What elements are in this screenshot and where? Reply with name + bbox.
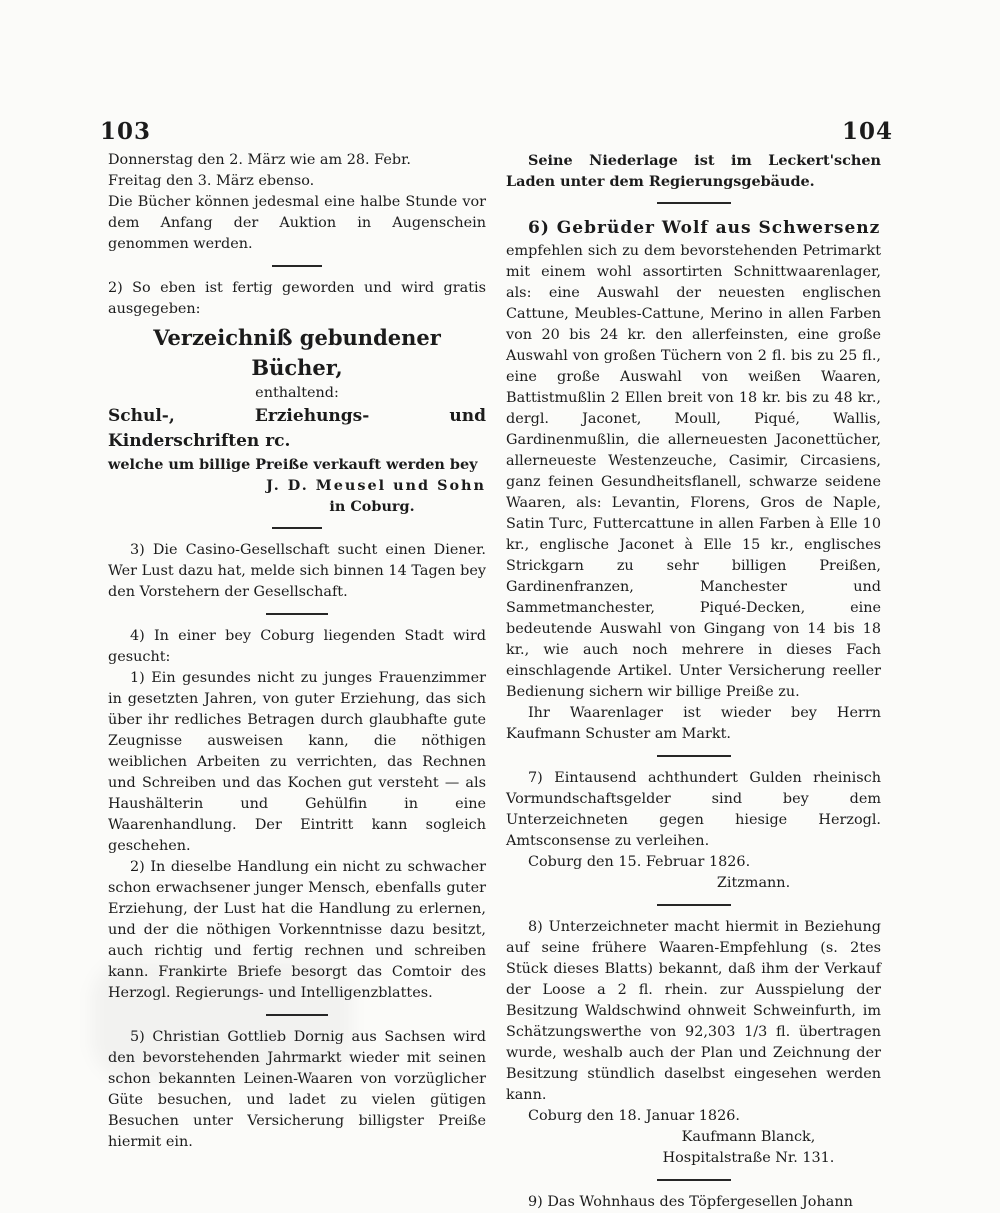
notice-8-text: 8) Unterzeichneter macht hiermit in Beziehung auf seine frühere Waaren-Empfehlung (s. 2tes Stück dieses Blatts) bekannt, daß ihm der Verkauf der Loose a 2 fl. rhein. zur Ausspielung der Besitzung Waldschwind ohnweit Schweinfurth, im Schätzungswerthe von 92,303 1/3 fl. übertragen wurde, weshalb auch der Plan und Zeichnung der Besitzung stündlich daselbst eingesehen werden kann. (506, 919, 881, 1103)
notice-2-firm-city: in Coburg. (329, 498, 415, 515)
divider (266, 613, 328, 615)
notice-8-address: Hospitalstraße Nr. 131. (662, 1150, 835, 1166)
notice-2-firm: J. D. Meusel und Sohn (266, 477, 486, 494)
notice-4-item-2: 2) In dieselbe Handlung ein nicht zu schwacher schon erwachsener junger Mensch, ebenfalls guter Erziehung, der Lust hat die Handlung zu erlernen, und der die nöthigen Vorkenntnisse dazu besitzt, auch richtig und fertig rechnen und schreiben kann. Frankirte Briefe besorgt das Comtoir des Herzogl. Regierungs- und Intelligenzblattes. (108, 859, 486, 1001)
auction-friday-line: Freitag den 3. März ebenso. (108, 173, 315, 189)
notice-7-signature: Zitzmann. (716, 875, 791, 891)
divider (657, 202, 731, 204)
divider (272, 527, 322, 529)
notice-4-item-1: 1) Ein gesundes nicht zu junges Frauenzimmer in gesetzten Jahren, von guter Erziehung, das sich über ihr redliches Betragen durch glaubhafte gute Zeugnisse ausweisen kann, die nöthigen weiblichen Arbeiten zu verrichten, das Rechnen und Schreiben und das Kochen gut versteht — als Haushälterin und Gehülfin in eine Waarenhandlung. Der Eintritt kann sogleich geschehen. (108, 670, 486, 854)
notice-5-store-location: Seine Niederlage ist im Leckert'schen Laden unter dem Regierungsgebäude. (506, 152, 881, 190)
notice-8-signature: Kaufmann Blanck, (681, 1129, 816, 1145)
notice-7-date: Coburg den 15. Februar 1826. (528, 854, 751, 870)
page-number-left: 103 (100, 118, 152, 145)
notice-4-intro: 4) In einer bey Coburg liegenden Stadt wird gesucht: (108, 628, 486, 665)
notice-2-subtitle: Schul-, Erziehungs- und Kinderschriften rc. (108, 406, 486, 451)
notice-2-contents-label: enthaltend: (255, 385, 339, 401)
auction-inspection-note: Die Bücher können jedesmal eine halbe Stunde vor dem Anfang der Auktion in Augenschein genommen werden. (108, 194, 486, 252)
divider (266, 1014, 328, 1016)
notice-5-dornig: 5) Christian Gottlieb Dornig aus Sachsen wird den bevorstehenden Jahrmarkt wieder mit seinen schon bekannten Leinen-Waaren von vorzüglicher Güte besuchen, und ladet zu vielen gütigen Besuchen unter Versicherung billigster Preiße hiermit ein. (108, 1029, 486, 1150)
auction-thursday-line: Donnerstag den 2. März wie am 28. Febr. (108, 152, 411, 168)
notice-3-casino: 3) Die Casino-Gesellschaft sucht einen Diener. Wer Lust dazu hat, melde sich binnen 14 Tagen bey den Vorstehern der Gesellschaft. (108, 542, 486, 600)
divider (657, 904, 731, 906)
left-column (108, 150, 486, 1153)
notice-9-start: 9) Das Wohnhaus des Töpfergesellen Johann (528, 1194, 853, 1210)
notice-6-store: Ihr Waarenlager ist wieder bey Herrn Kaufmann Schuster am Markt. (506, 705, 881, 742)
notice-6-text: empfehlen sich zu dem bevorstehenden Petrimarkt mit einem wohl assortirten Schnittwaarenlager, als: eine Auswahl der neuesten englischen Cattune, Meubles-Cattune, Merino in allen Farben von 20 bis 24 kr. den allerfeinsten, eine große Auswahl von großen Tüchern von 2 fl. bis zu 25 fl., eine große Auswahl von weißen Waaren, Battistmußlin 2 Ellen breit von 18 kr. bis zu 48 kr., dergl. Jaconet, Moull, Piqué, Wallis, Gardinenmußlin, die allerneuesten Jaconettücher, allerneueste Westenzeuche, Casimir, Circasiens, ganz feinen Gesundheitsflanell, schwarze seidene Waaren, als: Levantin, Florens, Gros de Naple, Satin Turc, Futtercattune in allen Farben à Elle 10 kr., englische Jaconet à Elle 15 kr., englisches Strickgarn zu sehr billigen Preißen, Gardinenfranzen, Manchester und Sammetmanchester, Piqué-Decken, eine bedeutende Auswahl von Gingang von 14 bis 18 kr., wie auch noch mehrere in dieses Fach einschlagende Artikel. Unter Versicherung reeller Bedienung sichern wir billige Preiße zu. (506, 243, 881, 700)
notice-7-text: 7) Eintausend achthundert Gulden rheinisch Vormundschaftsgelder sind bey dem Unterzeichneten gegen hiesige Herzogl. Amtsconsense zu verleihen. (506, 770, 881, 849)
notice-2-text: welche um billige Preiße verkauft werden bey (108, 456, 478, 473)
page-number-right: 104 (842, 118, 894, 145)
divider (272, 265, 322, 267)
divider (657, 755, 731, 757)
right-column (506, 150, 881, 1213)
divider (657, 1179, 731, 1181)
notice-2-intro: 2) So eben ist fertig geworden und wird gratis ausgegeben: (108, 280, 486, 317)
notice-8-date: Coburg den 18. Januar 1826. (528, 1108, 740, 1124)
notice-6-title: 6) Gebrüder Wolf aus Schwersenz (528, 218, 881, 238)
notice-2-title: Verzeichniß gebundener Bücher, (153, 325, 441, 380)
